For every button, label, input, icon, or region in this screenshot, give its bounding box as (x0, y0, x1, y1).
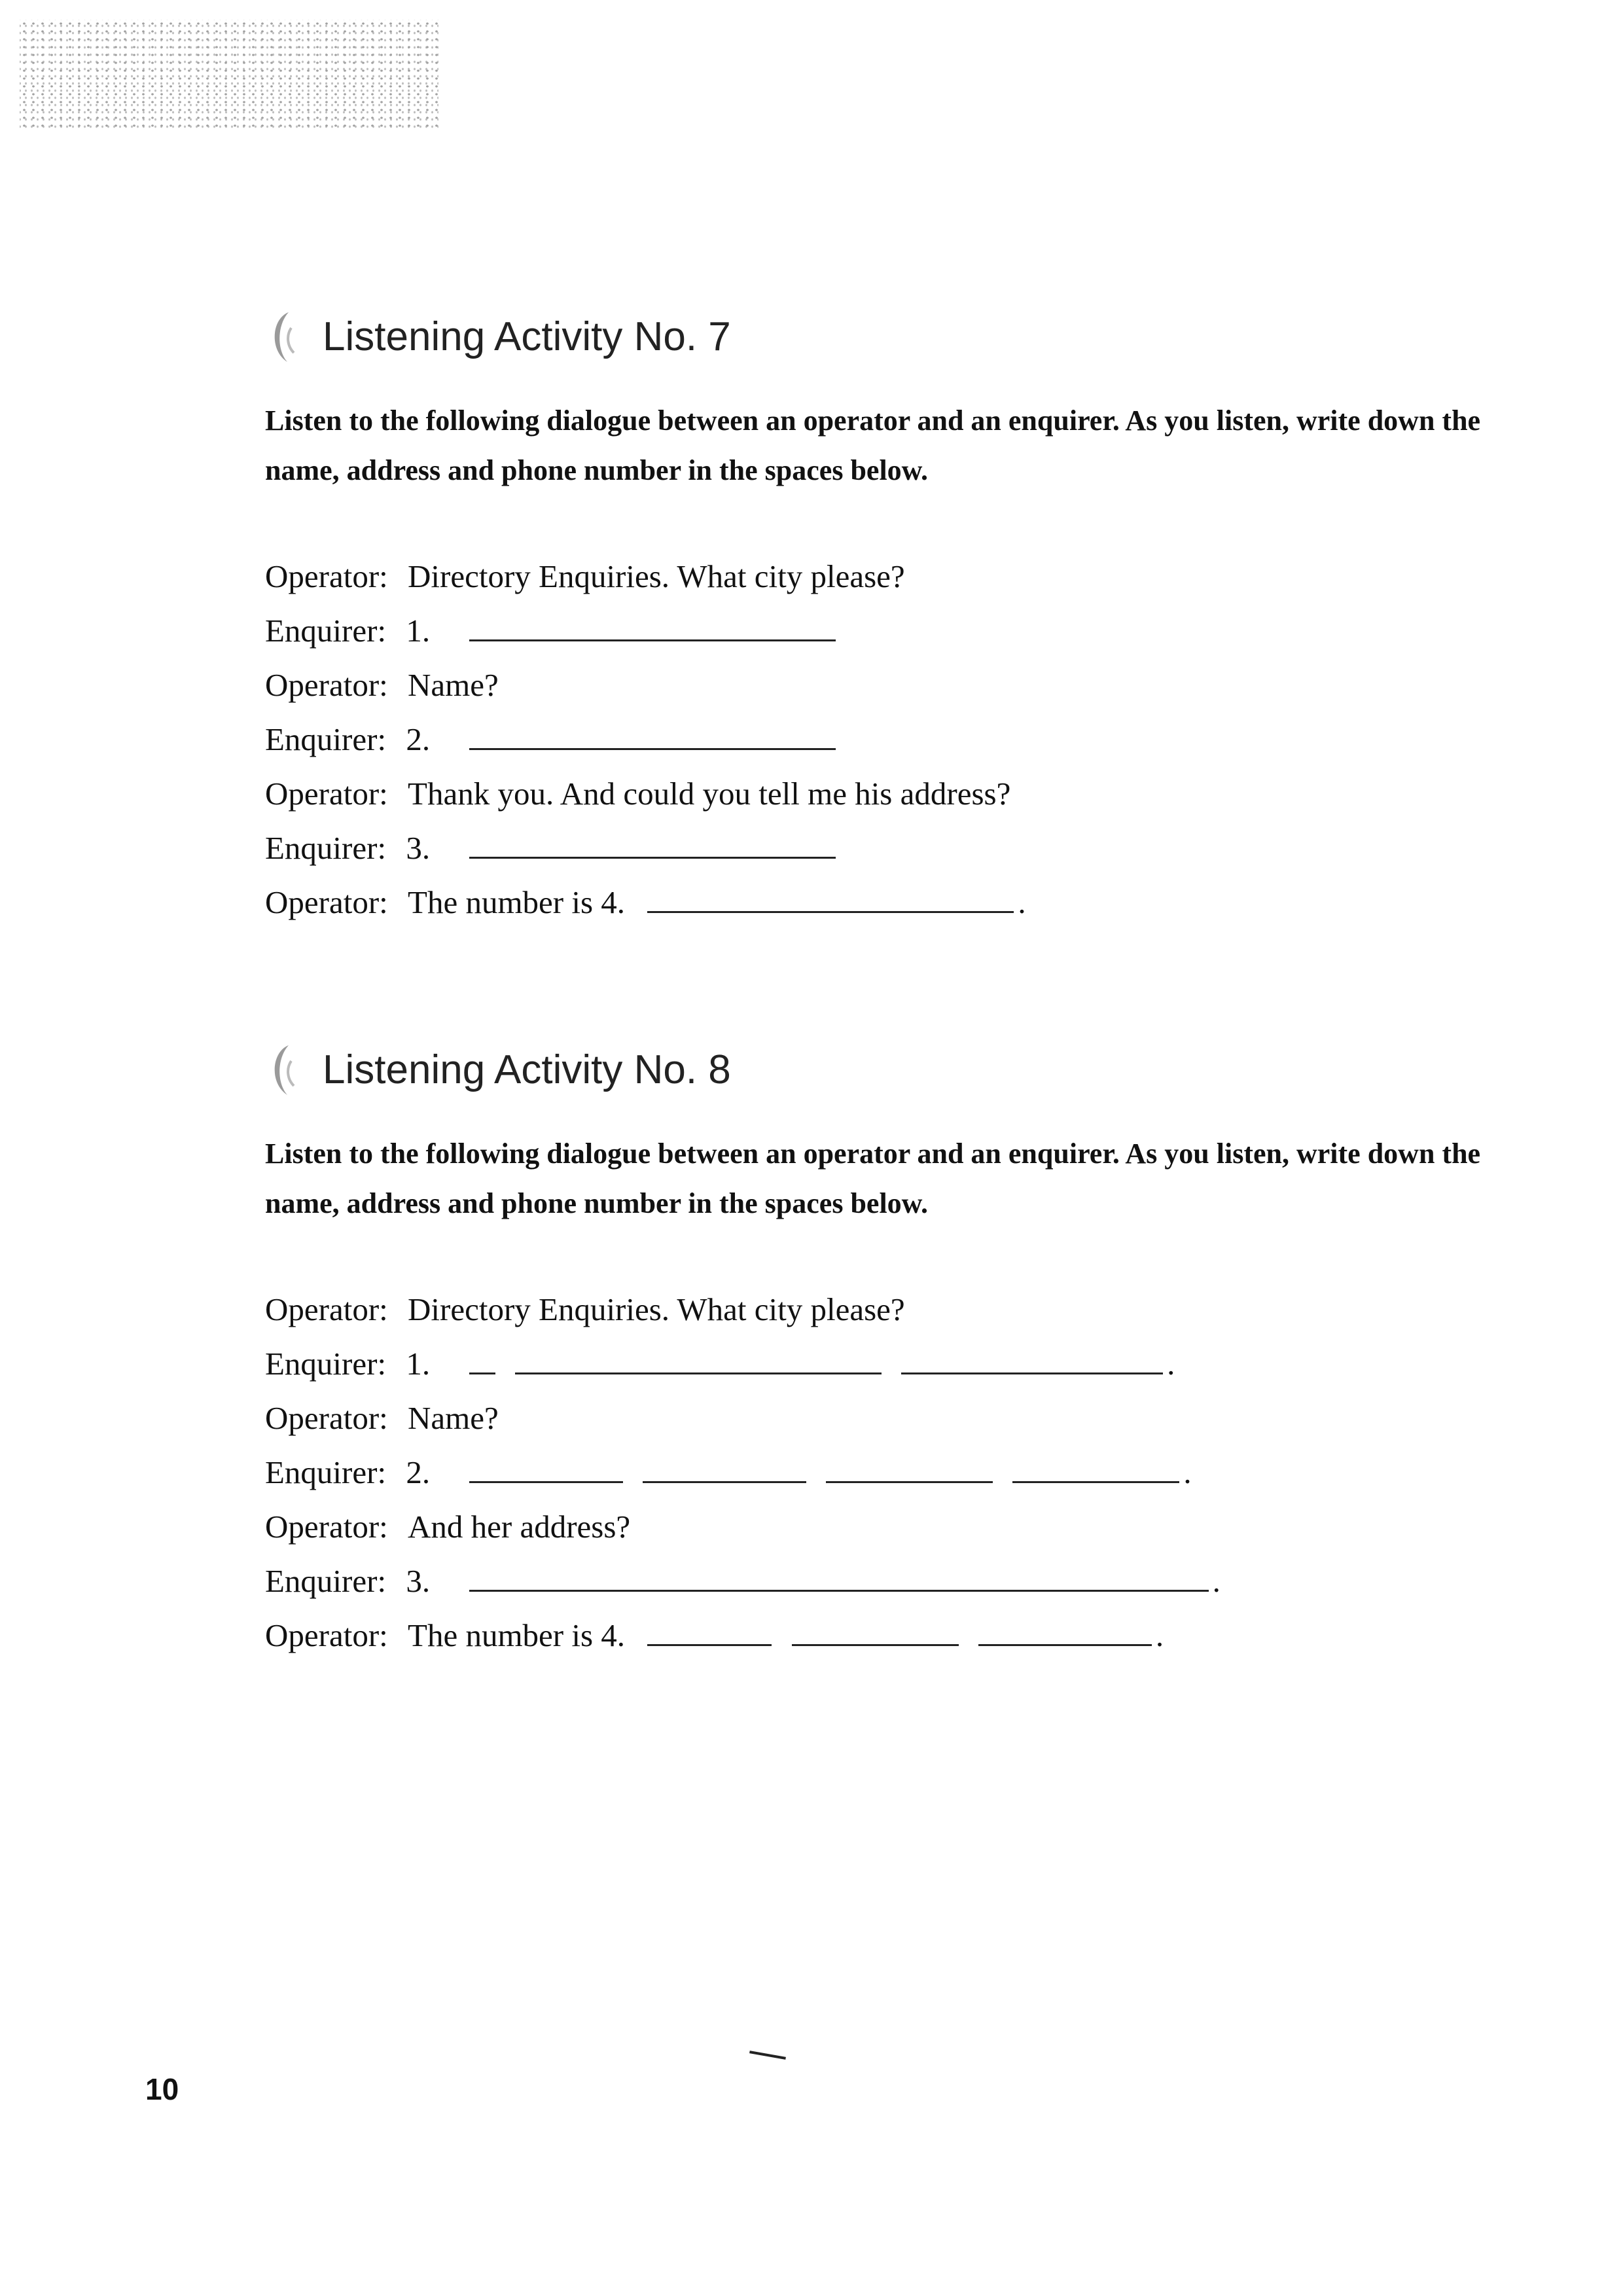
period: . (1183, 1454, 1192, 1490)
colon: : (379, 884, 388, 920)
colon: : (379, 667, 388, 703)
answer-blank[interactable] (469, 639, 836, 641)
speaker-label: Operator (265, 558, 380, 594)
speaker-label: Enquirer (265, 830, 378, 866)
period: . (1018, 884, 1026, 920)
colon: : (379, 558, 388, 594)
speaker-label: Enquirer (265, 1346, 378, 1382)
line-text: Thank you. And could you tell me his address? (408, 776, 1011, 812)
blank-number: 3. (406, 830, 431, 866)
crescent-icon (265, 1043, 298, 1098)
answer-blank[interactable] (978, 1644, 1152, 1646)
scan-noise (20, 20, 438, 131)
dialogue-line (265, 603, 1508, 658)
dialogue-line (265, 1554, 1508, 1608)
answer-blank[interactable] (826, 1481, 993, 1483)
listening-activity-8 (265, 1031, 1508, 1662)
blank-number: 2. (406, 721, 431, 757)
speaker-label: Operator (265, 1400, 380, 1436)
colon: : (377, 1563, 387, 1599)
answer-blank[interactable] (901, 1372, 1163, 1374)
speaker-label: Operator (265, 667, 380, 703)
dialogue-line (265, 1391, 1508, 1445)
dialogue-line (265, 712, 1508, 766)
answer-blank[interactable] (1012, 1481, 1179, 1483)
dialogue-line (265, 875, 1508, 929)
colon: : (379, 1291, 388, 1327)
dialogue (265, 1282, 1508, 1662)
colon: : (377, 1454, 387, 1490)
blank-number: 1. (406, 1346, 431, 1382)
speaker-label: Enquirer (265, 721, 378, 757)
colon: : (379, 1617, 388, 1653)
blank-number: 3. (406, 1563, 431, 1599)
answer-blank[interactable] (647, 911, 1014, 913)
line-text: And her address? (408, 1509, 631, 1545)
dialogue-line (265, 1282, 1508, 1336)
answer-blank[interactable] (792, 1644, 959, 1646)
line-text: Directory Enquiries. What city please? (408, 558, 905, 594)
scan-mark (749, 2051, 786, 2060)
speaker-label: Enquirer (265, 1454, 378, 1490)
speaker-label: Enquirer (265, 613, 378, 649)
dialogue-line (265, 766, 1508, 821)
dialogue-line (265, 658, 1508, 712)
colon: : (377, 613, 387, 649)
speaker-label: Operator (265, 1509, 380, 1545)
activity-instructions: Listen to the following dialogue between an operator and an enquirer. As you listen, write down the name, address and phone number in the spaces below. (265, 404, 1481, 486)
dialogue-line (265, 1445, 1508, 1499)
speaker-label: Enquirer (265, 1563, 378, 1599)
blank-number: 1. (406, 613, 431, 649)
dialogue (265, 549, 1508, 929)
speaker-label: Operator (265, 1617, 380, 1653)
answer-blank[interactable] (469, 857, 836, 859)
line-text: Name? (408, 667, 499, 703)
line-text: Name? (408, 1400, 499, 1436)
activity-instructions: Listen to the following dialogue between an operator and an enquirer. As you listen, write down the name, address and phone number in the spaces below. (265, 1138, 1481, 1219)
speaker-label: Operator (265, 1291, 380, 1327)
line-text: The number is 4. (408, 884, 626, 920)
crescent-icon (265, 310, 298, 365)
activity-heading (265, 1031, 1508, 1109)
blank-number: 2. (406, 1454, 431, 1490)
answer-blank[interactable] (515, 1372, 882, 1374)
speaker-label: Operator (265, 884, 380, 920)
answer-blank[interactable] (469, 1481, 623, 1483)
page-number: 10 (145, 2072, 179, 2106)
speaker-label: Operator (265, 776, 380, 812)
answer-blank[interactable] (647, 1644, 772, 1646)
listening-activity-7 (265, 298, 1508, 929)
period: . (1167, 1346, 1175, 1382)
line-text: Directory Enquiries. What city please? (408, 1291, 905, 1327)
activity-title: Listening Activity No. 7 (323, 314, 731, 359)
colon: : (377, 721, 387, 757)
colon: : (377, 830, 387, 866)
activity-heading (265, 298, 1508, 376)
period: . (1212, 1563, 1221, 1599)
colon: : (377, 1346, 387, 1382)
answer-blank[interactable] (469, 1372, 495, 1374)
answer-blank[interactable] (469, 748, 836, 750)
activity-title: Listening Activity No. 8 (323, 1047, 731, 1092)
line-text: The number is 4. (408, 1617, 626, 1653)
answer-blank[interactable] (469, 1590, 1209, 1592)
colon: : (379, 776, 388, 812)
dialogue-line (265, 1336, 1508, 1391)
dialogue-line (265, 1608, 1508, 1662)
dialogue-line (265, 821, 1508, 875)
colon: : (379, 1509, 388, 1545)
dialogue-line (265, 1499, 1508, 1554)
dialogue-line (265, 549, 1508, 603)
colon: : (379, 1400, 388, 1436)
answer-blank[interactable] (643, 1481, 806, 1483)
period: . (1155, 1617, 1164, 1653)
